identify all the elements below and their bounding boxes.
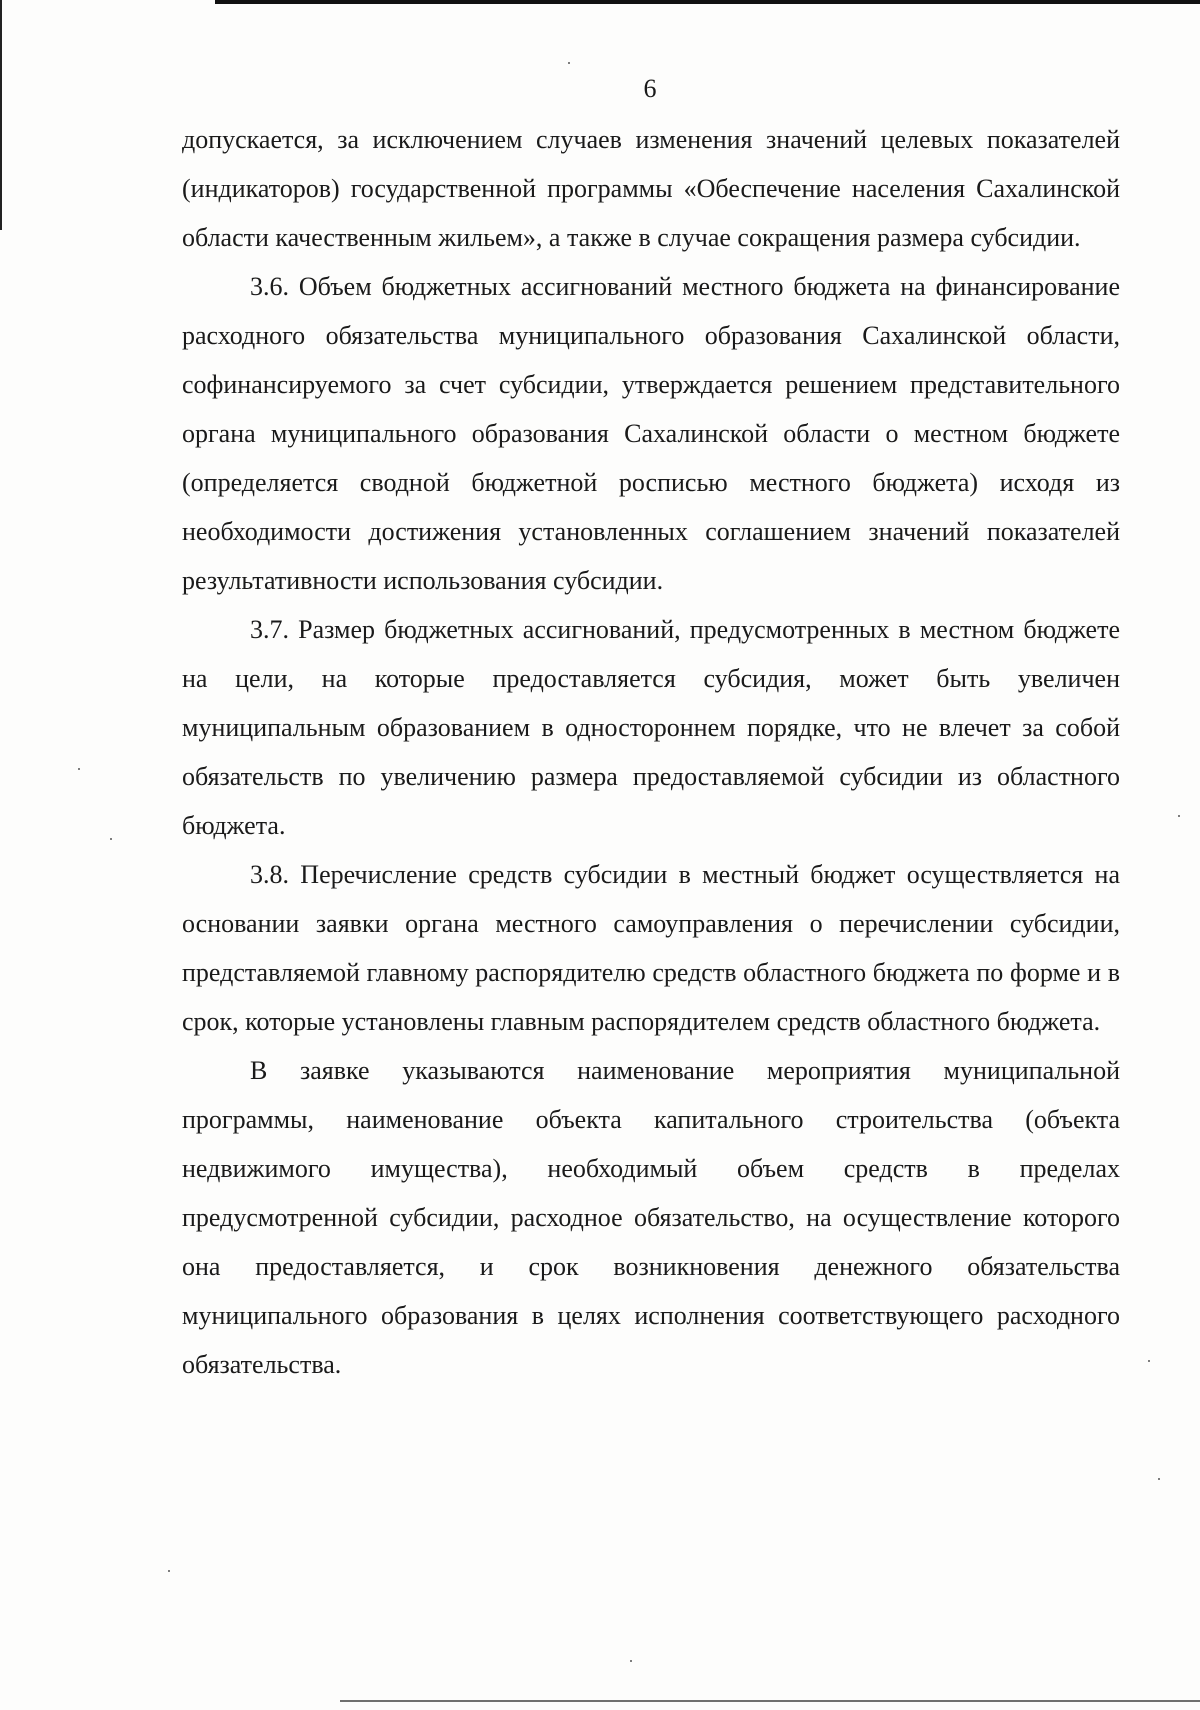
scan-speck — [78, 768, 80, 770]
paragraph-3-8: 3.8. Перечисление средств субсидии в местный бюджет осуществляется на основании заявки органа местного самоуправления о перечислении субсидии, представляемой главному распорядителю средств областного бюджета по форме и в срок, которые установлены главным распорядителем средств областного бюджета. — [182, 860, 1120, 1036]
paragraph-continuation: допускается, за исключением случаев изменения значений целевых показателей (индикаторов) государственной программы «Обеспечение населения Сахалинской области качественным жильем», а также в случае сокращения размера субсидии. — [182, 125, 1120, 252]
paragraph-3-7: 3.7. Размер бюджетных ассигнований, предусмотренных в местном бюджете на цели, на которые предоставляется субсидия, может быть увеличен муниципальным образованием в одностороннем порядке, что не влечет за собой обязательств по увеличению размера предоставляемой субсидии из областного бюджета. — [182, 615, 1120, 840]
scan-speck — [1158, 1478, 1160, 1480]
document-body — [182, 115, 1120, 1389]
scan-edge-bottom — [340, 1700, 1200, 1702]
scan-speck — [630, 1660, 632, 1662]
scan-speck — [1178, 815, 1180, 817]
paragraph-3-6: 3.6. Объем бюджетных ассигнований местного бюджета на финансирование расходного обязательства муниципального образования Сахалинской области, софинансируемого за счет субсидии, утверждается решением представительного органа муниципального образования Сахалинской области о местном бюджете (определяется сводной бюджетной росписью местного бюджета) исходя из необходимости достижения установленных соглашением значений показателей результативности использования субсидии. — [182, 272, 1120, 595]
page-number: 6 — [643, 74, 657, 103]
scan-speck — [568, 62, 570, 64]
paragraph-application-contents: В заявке указываются наименование мероприятия муниципальной программы, наименование объекта капитального строительства (объекта недвижимого имущества), необходимый объем средств в пределах предусмотренной субсидии, расходное обязательство, на осуществление которого она предоставляется, и срок возникновения денежного обязательства муниципального образования в целях исполнения соответствующего расходного обязательства. — [182, 1056, 1120, 1379]
scan-edge-left — [0, 0, 2, 230]
scan-edge-top — [215, 0, 1200, 4]
scan-speck — [168, 1570, 170, 1572]
scan-speck — [110, 838, 112, 840]
scan-speck — [1148, 1360, 1150, 1362]
